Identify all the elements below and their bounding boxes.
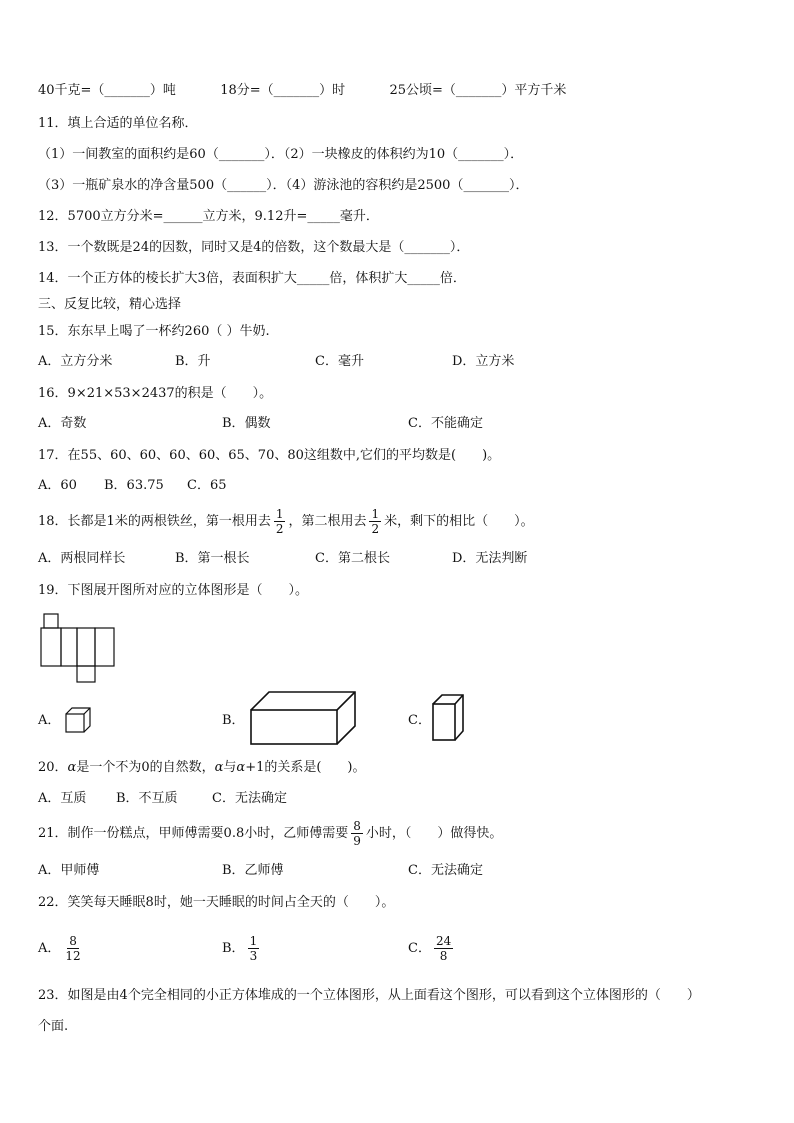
fraction-denominator: 12	[65, 949, 81, 963]
conv-kg: 40千克=（_______）吨	[38, 83, 176, 98]
q23-line2: 个面.	[38, 1019, 69, 1034]
q21-option-b[interactable]: B．乙师傅	[222, 863, 284, 878]
q15-text: 15．东东早上喝了一杯约260（ ）牛奶.	[38, 324, 270, 339]
fraction-numerator: 1	[371, 507, 380, 521]
q19-options	[38, 712, 778, 732]
fraction-denominator: 8	[439, 949, 448, 963]
alpha-symbol: α	[67, 760, 77, 775]
conv-min: 18分=（_______）时	[220, 83, 346, 98]
section-3-heading: 三、反复比较，精心选择	[38, 297, 182, 312]
q20-part4: +1的关系是( )。	[245, 760, 366, 775]
q22-option-c[interactable]	[408, 930, 456, 968]
net-face	[61, 628, 77, 666]
fraction-denominator: 9	[353, 834, 361, 848]
q15-options	[38, 353, 778, 373]
q18-option-d[interactable]: D．无法判断	[452, 551, 528, 566]
q19-option-c[interactable]: C．	[408, 713, 431, 728]
q19-option-a[interactable]: A．	[38, 713, 61, 728]
q19-option-b[interactable]: B．	[222, 713, 245, 728]
q18-option-a[interactable]: A．两根同样长	[38, 551, 126, 566]
q20-option-a[interactable]: A．互质	[38, 791, 87, 806]
fraction-one-half	[274, 507, 286, 536]
q18-part1: 18．长都是1米的两根铁丝，第一根用去	[38, 514, 271, 529]
q16-text: 16．9×21×53×2437的积是（ ）。	[38, 386, 273, 401]
q15-option-c[interactable]: C．毫升	[315, 354, 364, 369]
q22-option-c-label: C．	[408, 941, 431, 956]
q12: 12．5700立方分米=______立方米，9.12升=_____毫升．	[38, 209, 379, 224]
q20-part1: 20．	[38, 760, 68, 775]
tall-cuboid-icon	[430, 692, 468, 744]
q15-option-a[interactable]: A．立方分米	[38, 354, 113, 369]
fraction-one-half	[369, 507, 381, 536]
alpha-symbol: α	[214, 760, 224, 775]
q16-option-c[interactable]: C．不能确定	[408, 416, 483, 431]
q22-text: 22．笑笑每天睡眠8时，她一天睡眠的时间占全天的（ ）。	[38, 895, 395, 910]
net-face	[77, 666, 95, 682]
q22-options	[38, 930, 778, 970]
q11-title: 11．填上合适的单位名称．	[38, 116, 198, 131]
q21-part1: 21．制作一份糕点，甲师傅需要0.8小时，乙师傅需要	[38, 826, 349, 841]
small-cube-icon	[64, 706, 94, 736]
q20-text	[38, 759, 366, 777]
q18-option-c[interactable]: C．第二根长	[315, 551, 390, 566]
q20-part3: 与	[223, 760, 237, 775]
q20-option-c[interactable]: C．无法确定	[212, 791, 287, 806]
net-face	[41, 628, 61, 666]
q16-option-b[interactable]: B．偶数	[222, 416, 271, 431]
q18-text	[38, 506, 534, 538]
q17-option-b[interactable]: B．63.75	[104, 478, 164, 493]
q22-option-a[interactable]	[38, 930, 86, 968]
q16-options	[38, 415, 778, 435]
q13: 13．一个数既是24的因数，同时又是4的倍数，这个数最大是（_______）．	[38, 240, 470, 255]
q18-options	[38, 550, 778, 570]
q11-line1: （1）一间教室的面积约是60（_______）．（2）一块橡皮的体积约为10（_______）．	[38, 147, 524, 162]
fraction-numerator: 1	[249, 934, 258, 948]
q11-line2: （3）一瓶矿泉水的净含量500（______）．（4）游泳池的容积约是2500（_______）．	[38, 178, 529, 193]
q21-text	[38, 818, 502, 850]
q20-part2: 是一个不为0的自然数，	[76, 760, 215, 775]
fraction-numerator: 24	[435, 934, 452, 948]
q16-option-a[interactable]: A．奇数	[38, 416, 87, 431]
q17-option-a[interactable]: A．60	[38, 478, 77, 493]
fraction-8-12	[63, 934, 82, 963]
q18-option-b[interactable]: B．第一根长	[175, 551, 250, 566]
fraction-numerator: 1	[275, 507, 284, 521]
q20-option-b[interactable]: B．不互质	[116, 791, 178, 806]
fraction-denominator: 3	[249, 949, 258, 963]
q19-text: 19．下图展开图所对应的立体图形是（ ）。	[38, 583, 309, 598]
fraction-denominator: 2	[371, 522, 380, 536]
q21-option-c[interactable]: C．无法确定	[408, 863, 483, 878]
alpha-symbol: α	[236, 760, 246, 775]
fraction-eight-ninths	[351, 819, 363, 848]
fraction-1-3	[248, 934, 260, 963]
q17-option-c[interactable]: C．65	[187, 478, 227, 493]
long-cuboid-icon	[248, 688, 360, 748]
net-face	[95, 628, 114, 666]
q14: 14．一个正方体的棱长扩大3倍，表面积扩大_____倍，体积扩大_____倍．	[38, 271, 466, 286]
q23-line1: 23．如图是由4个完全相同的小正方体堆成的一个立体图形，从上面看这个图形，可以看到这个立体图形的（ ）	[38, 988, 700, 1003]
q17-text: 17．在55、60、60、60、60、65、70、80这组数中,它们的平均数是( )。	[38, 448, 501, 463]
q21-option-a[interactable]: A．甲师傅	[38, 863, 100, 878]
q22-option-b-label: B．	[222, 941, 245, 956]
conversion-line	[38, 82, 566, 100]
fraction-24-8	[434, 934, 453, 963]
cube-net-figure	[38, 612, 118, 686]
conv-hectare: 25公顷=（_______）平方千米	[389, 83, 567, 98]
fraction-numerator: 8	[353, 819, 361, 833]
q20-options	[38, 790, 778, 810]
fraction-denominator: 2	[275, 522, 284, 536]
q17-options	[38, 477, 778, 497]
q18-part3: 米，剩下的相比（ ）。	[384, 514, 534, 529]
q21-options	[38, 862, 778, 882]
q15-option-b[interactable]: B．升	[175, 354, 211, 369]
fraction-numerator: 8	[69, 934, 77, 948]
net-face	[44, 614, 58, 628]
q18-part2: ，第二根用去	[288, 514, 367, 529]
q22-option-b[interactable]	[222, 930, 262, 968]
q15-option-d[interactable]: D．立方米	[452, 354, 515, 369]
q21-part2: 小时，（ ）做得快。	[365, 826, 503, 841]
net-face	[77, 628, 95, 666]
q22-option-a-label: A．	[38, 941, 61, 956]
